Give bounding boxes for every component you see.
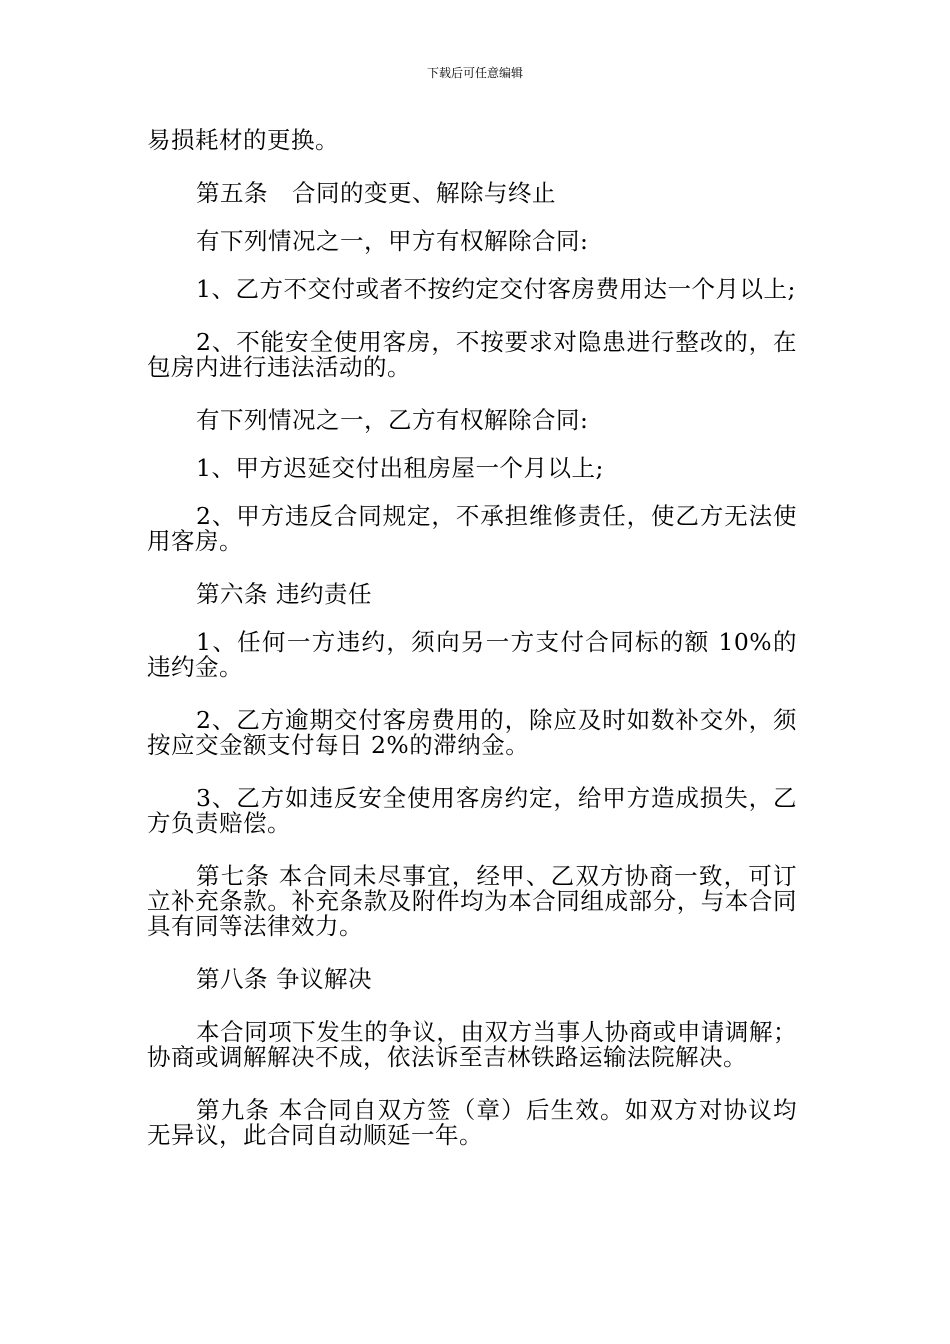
- article-9: 第九条 本合同自双方签（章）后生效。如双方对协议均无异议，此合同自动顺延一年。: [147, 1096, 797, 1149]
- article-5-heading: 第五条 合同的变更、解除与终止: [196, 179, 556, 207]
- article-6-heading: 第六条 违约责任: [196, 580, 372, 608]
- paragraph-item: 3、乙方如违反安全使用客房约定，给甲方造成损失，乙方负责赔偿。: [147, 784, 797, 837]
- page-header: 下载后可任意编辑: [426, 66, 523, 80]
- paragraph-item: 1、乙方不交付或者不按约定交付客房费用达一个月以上;: [196, 275, 796, 303]
- paragraph-item: 2、乙方逾期交付客房费用的，除应及时如数补交外，须按应交金额支付每日 2%的滞纳金。: [147, 706, 797, 759]
- article-8-heading: 第八条 争议解决: [196, 965, 372, 993]
- paragraph-item: 1、甲方迟延交付出租房屋一个月以上;: [196, 454, 604, 482]
- paragraph-item: 1、任何一方违约，须向另一方支付合同标的额 10%的违约金。: [147, 628, 797, 681]
- paragraph-party-b-termination: 有下列情况之一，乙方有权解除合同:: [196, 406, 589, 434]
- paragraph-item: 2、不能安全使用客房，不按要求对隐患进行整改的，在包房内进行违法活动的。: [147, 328, 797, 381]
- paragraph-item: 2、甲方违反合同规定，不承担维修责任，使乙方无法使用客房。: [147, 502, 797, 555]
- paragraph-continuation: 易损耗材的更换。: [147, 126, 339, 154]
- paragraph-party-a-termination: 有下列情况之一，甲方有权解除合同:: [196, 227, 589, 255]
- document-body: [147, 128, 797, 1148]
- article-7: 第七条 本合同未尽事宜，经甲、乙双方协商一致，可订立补充条款。补充条款及附件均为本合同组成部分，与本合同具有同等法律效力。: [147, 862, 797, 940]
- paragraph-dispute: 本合同项下发生的争议，由双方当事人协商或申请调解；协商或调解解决不成，依法诉至吉林铁路运输法院解决。: [147, 1018, 797, 1071]
